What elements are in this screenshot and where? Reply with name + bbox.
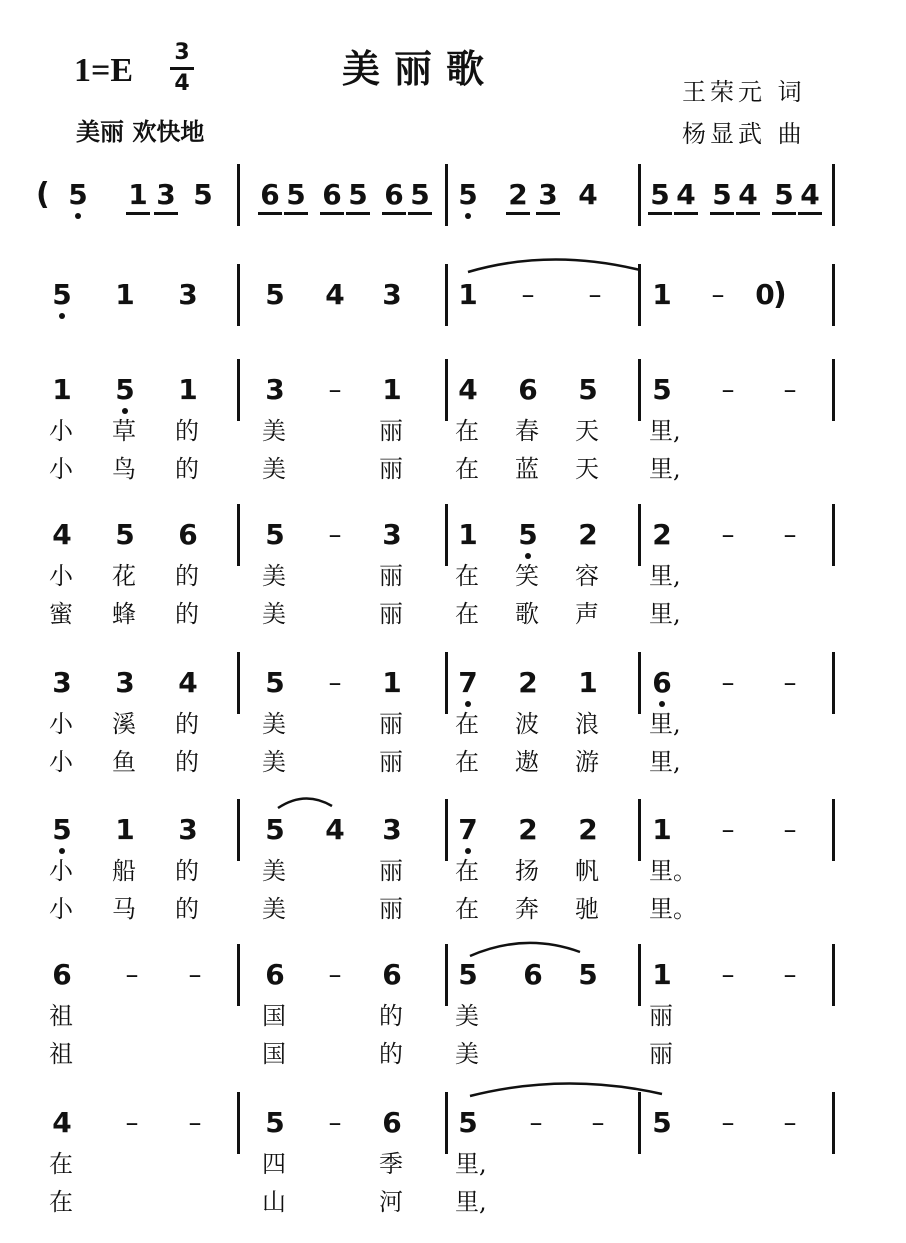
note: 2 [508,178,528,211]
note: 5 [348,178,368,211]
note: 2 [578,813,598,846]
lyric-syllable: 波 [515,710,539,738]
note: 5 [410,178,430,211]
duration-dash: – [588,280,602,310]
note: 1 [458,518,478,551]
time-signature-top: 3 [174,40,190,65]
note: 1 [128,178,148,211]
note: 5 [265,518,285,551]
note: 5 [193,178,213,211]
note: 4 [325,278,345,311]
note: 6 [518,373,538,406]
time-signature-bottom: 4 [174,71,190,96]
note: 6 [382,1106,402,1139]
lyric-syllable: 草 [112,417,136,445]
lyric-syllable: 在 [49,1188,73,1216]
lyric-syllable: 美 [455,1002,479,1030]
note: 1 [382,373,402,406]
lyricist-credit: 王荣元 词 [682,78,806,106]
note: 5 [52,813,72,846]
duration-dash: – [188,1108,202,1138]
lyric-syllable: 的 [379,1002,403,1030]
lyric-syllable: 小 [49,455,73,483]
lyric-syllable: 在 [455,857,479,885]
note: 5 [458,958,478,991]
slur-tie [468,259,640,272]
lyric-syllable: 的 [379,1040,403,1068]
note: 5 [115,518,135,551]
song-title: 美丽歌 [342,47,499,91]
note: 5 [712,178,732,211]
lyric-syllable: 丽 [379,455,403,483]
lyric-syllable: 美 [455,1040,479,1068]
note: 6 [652,666,672,699]
note: 2 [652,518,672,551]
lyric-syllable: 遨 [515,748,539,776]
note: 1 [458,278,478,311]
lyric-syllable: 声 [575,600,599,628]
note: 4 [52,1106,72,1139]
note: 4 [676,178,696,211]
slur-tie [278,798,332,808]
note: 5 [265,1106,285,1139]
duration-dash: – [783,815,797,845]
lyric-syllable: 的 [175,857,199,885]
note: 1 [115,278,135,311]
note: 5 [652,1106,672,1139]
duration-dash: – [783,520,797,550]
lyric-syllable: 花 [112,562,136,590]
duration-dash: – [721,815,735,845]
lyric-syllable: 丽 [379,710,403,738]
duration-dash: – [591,1108,605,1138]
lyric-syllable: 美 [262,455,286,483]
lyric-syllable: 里, [649,600,681,628]
lyric-syllable: 里, [455,1188,487,1216]
lyric-syllable: 美 [262,857,286,885]
lyric-syllable: 小 [49,562,73,590]
duration-dash: – [521,280,535,310]
note: 5 [518,518,538,551]
duration-dash: – [711,280,725,310]
lyric-syllable: 鸟 [112,455,136,483]
duration-dash: – [125,1108,139,1138]
lyric-syllable: 里。 [649,895,697,923]
duration-dash: – [125,960,139,990]
lyric-syllable: 船 [112,857,136,885]
lyric-syllable: 在 [49,1150,73,1178]
lyric-syllable: 里, [649,710,681,738]
key-signature: 1=E [74,52,134,89]
bracket: ( [36,177,50,212]
note: 6 [178,518,198,551]
lyric-syllable: 丽 [649,1040,673,1068]
duration-dash: – [721,668,735,698]
note: 6 [52,958,72,991]
note: 6 [265,958,285,991]
note: 5 [652,373,672,406]
lyric-syllable: 马 [112,895,136,923]
note: 6 [260,178,280,211]
lyric-syllable: 在 [455,600,479,628]
note: 4 [325,813,345,846]
lyric-syllable: 在 [455,895,479,923]
lyric-syllable: 里, [455,1150,487,1178]
note: 0 [755,278,775,311]
note: 4 [800,178,820,211]
lyric-syllable: 丽 [379,417,403,445]
lyric-syllable: 扬 [515,857,539,885]
lyric-syllable: 蜂 [112,600,136,628]
duration-dash: – [328,960,342,990]
lyric-syllable: 蜜 [49,600,73,628]
duration-dash: – [783,960,797,990]
lyric-syllable: 天 [575,455,599,483]
note: 5 [578,958,598,991]
lyric-syllable: 美 [262,710,286,738]
lyric-syllable: 在 [455,417,479,445]
lyric-syllable: 丽 [379,562,403,590]
duration-dash: – [328,1108,342,1138]
lyric-syllable: 浪 [575,710,599,738]
lyric-syllable: 在 [455,562,479,590]
note: 5 [68,178,88,211]
lyric-syllable: 里, [649,417,681,445]
note: 3 [538,178,558,211]
note: 6 [523,958,543,991]
lyric-syllable: 的 [175,455,199,483]
duration-dash: – [328,668,342,698]
lyric-syllable: 在 [455,710,479,738]
lyric-syllable: 四 [262,1150,286,1178]
lyric-syllable: 在 [455,455,479,483]
lyric-syllable: 的 [175,895,199,923]
lyric-syllable: 丽 [379,857,403,885]
note: 5 [52,278,72,311]
note: 2 [518,666,538,699]
note: 3 [382,813,402,846]
note: 1 [578,666,598,699]
duration-dash: – [328,375,342,405]
duration-dash: – [783,668,797,698]
lyric-syllable: 山 [262,1188,286,1216]
note: 5 [265,813,285,846]
note: 7 [458,813,478,846]
lyric-syllable: 小 [49,710,73,738]
lyric-syllable: 帆 [575,857,599,885]
lyric-syllable: 小 [49,748,73,776]
lyric-syllable: 美 [262,562,286,590]
lyric-syllable: 歌 [515,600,539,628]
duration-dash: – [328,520,342,550]
lyric-syllable: 天 [575,417,599,445]
lyric-syllable: 季 [379,1150,403,1178]
composer-credit: 杨显武 曲 [682,120,806,148]
note: 5 [650,178,670,211]
duration-dash: – [783,1108,797,1138]
note: 6 [384,178,404,211]
note: 5 [265,278,285,311]
lyric-syllable: 小 [49,857,73,885]
note: 1 [178,373,198,406]
lyric-syllable: 丽 [379,895,403,923]
duration-dash: – [783,375,797,405]
note: 6 [382,958,402,991]
note: 3 [156,178,176,211]
lyric-syllable: 的 [175,600,199,628]
note: 1 [382,666,402,699]
note: 5 [458,1106,478,1139]
lyric-syllable: 蓝 [515,455,539,483]
lyric-syllable: 奔 [515,895,539,923]
lyric-syllable: 笑 [515,562,539,590]
note: 1 [652,958,672,991]
slur-tie [470,1083,662,1096]
note: 3 [382,518,402,551]
note: 2 [578,518,598,551]
note: 4 [458,373,478,406]
note: 3 [382,278,402,311]
lyric-syllable: 祖 [49,1040,73,1068]
slur-tie [470,943,580,956]
lyric-syllable: 国 [262,1040,286,1068]
lyric-syllable: 美 [262,895,286,923]
note: 4 [578,178,598,211]
note: 5 [286,178,306,211]
lyric-syllable: 美 [262,417,286,445]
lyric-syllable: 祖 [49,1002,73,1030]
note: 1 [52,373,72,406]
lyric-syllable: 美 [262,748,286,776]
note: 1 [652,278,672,311]
note: 5 [265,666,285,699]
lyric-syllable: 丽 [379,600,403,628]
lyric-syllable: 丽 [649,1002,673,1030]
lyric-syllable: 的 [175,417,199,445]
lyric-syllable: 里, [649,455,681,483]
lyric-syllable: 丽 [379,748,403,776]
lyric-syllable: 里。 [649,857,697,885]
lyric-syllable: 里, [649,748,681,776]
note: 2 [518,813,538,846]
lyric-syllable: 游 [575,748,599,776]
lyric-syllable: 在 [455,748,479,776]
lyric-syllable: 小 [49,895,73,923]
duration-dash: – [721,520,735,550]
lyric-syllable: 的 [175,562,199,590]
duration-dash: – [529,1108,543,1138]
bracket: ) [773,277,787,312]
tempo-marking: 美丽 欢快地 [76,118,205,146]
lyric-syllable: 春 [515,417,539,445]
lyric-syllable: 小 [49,417,73,445]
lyric-syllable: 的 [175,748,199,776]
lyric-syllable: 国 [262,1002,286,1030]
lyric-syllable: 鱼 [112,748,136,776]
note: 3 [115,666,135,699]
note: 1 [652,813,672,846]
note: 3 [178,813,198,846]
lyric-syllable: 驰 [575,895,599,923]
note: 4 [738,178,758,211]
duration-dash: – [721,1108,735,1138]
note: 7 [458,666,478,699]
lyric-syllable: 容 [575,562,599,590]
note: 5 [115,373,135,406]
note: 4 [178,666,198,699]
lyric-syllable: 里, [649,562,681,590]
lyric-syllable: 河 [379,1188,403,1216]
lyric-syllable: 的 [175,710,199,738]
note: 5 [774,178,794,211]
note: 4 [52,518,72,551]
note: 1 [115,813,135,846]
duration-dash: – [188,960,202,990]
note: 5 [578,373,598,406]
duration-dash: – [721,375,735,405]
lyric-syllable: 美 [262,600,286,628]
duration-dash: – [721,960,735,990]
note: 6 [322,178,342,211]
lyric-syllable: 溪 [112,710,136,738]
note: 3 [178,278,198,311]
note: 3 [265,373,285,406]
note: 5 [458,178,478,211]
note: 3 [52,666,72,699]
